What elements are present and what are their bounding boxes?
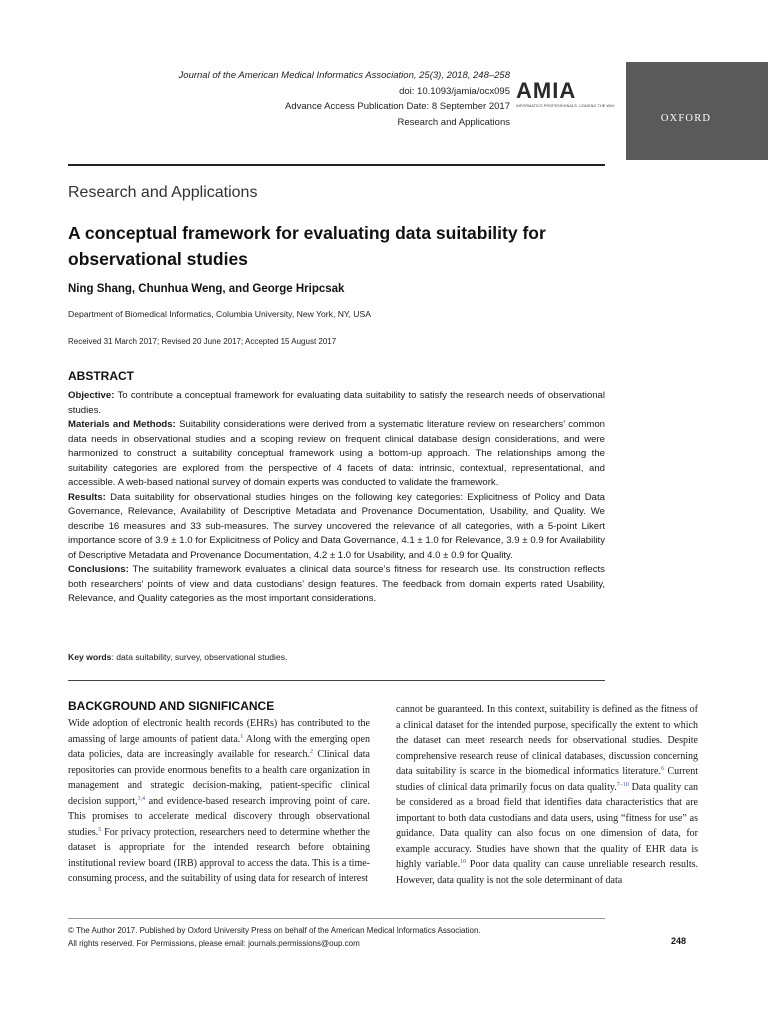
reference-link[interactable]: 3,4 <box>137 795 146 802</box>
article-title: A conceptual framework for evaluating data suitability for observational studies <box>68 223 546 269</box>
page-number: 248 <box>671 936 687 946</box>
body-text: Clinical data repositories can provide enormous benefits to a health care organization in management and strategic decision-making, patient-specific clinical decision support, <box>68 749 370 807</box>
reference-link[interactable]: 10 <box>460 859 467 865</box>
conclusions-text: The suitability framework evaluates a clinical data source’s fitness for research use. Its construction reflects both researchers’ points of view and data custodians’ design features. The feedback from domain experts rated Usability, Relevance, and Quality categories as the most important considerations. <box>68 564 605 604</box>
body-column-right <box>396 702 698 888</box>
copyright-line-1: © The Author 2017. Published by Oxford University Press on behalf of the American Medical Informatics Association. <box>68 926 481 935</box>
results-label: Results: <box>68 491 106 503</box>
reference-link[interactable]: 6 <box>660 766 664 772</box>
methods-text: Suitability considerations were derived from a systematic literature review on researchers’ common data needs in observational studies and a scoping review on frequent clinical database design considerations, and were harmonized to construct a suitability conceptual framework using a bottom-up approach. The relationships among the suitability categories are explored from the perspective of 4 facets of data: intrinsic, contextual, representational, and accessible. A web-based national survey of domain experts was conducted to validate the framework. <box>68 419 605 488</box>
section-heading-background: BACKGROUND AND SIGNIFICANCE <box>68 699 275 713</box>
abstract-methods <box>68 418 605 491</box>
reference-link[interactable]: 5 <box>98 826 102 833</box>
methods-label: Materials and Methods: <box>68 419 176 430</box>
abstract-conclusions <box>68 563 605 607</box>
section-label-header: Research and Applications <box>397 117 510 128</box>
oxford-logo-box <box>626 62 768 160</box>
body-text: and evidence-based research improving point of care. This promises to accelerate medical discovery through observational studies. <box>68 795 370 838</box>
amia-logo <box>516 80 616 114</box>
journal-citation: Journal of the American Medical Informatics Association, 25(3), 2018, 248–258 <box>178 70 510 81</box>
oxford-logo-text: OXFORD <box>660 113 712 124</box>
keywords-label: Key words <box>68 652 112 662</box>
article-authors: Ning Shang, Chunhua Weng, and George Hripcsak <box>68 283 345 295</box>
abstract-body <box>68 389 605 607</box>
reference-link[interactable]: 1 <box>240 733 244 740</box>
objective-label: Objective: <box>68 390 115 401</box>
body-text: For privacy protection, researchers need to determine whether the dataset is appropriate for the intended research before obtaining institutional review board (IRB) approval to access the data. This is a time-consuming process, and the suitability of using data for research of interest <box>68 826 370 884</box>
abstract-results <box>68 491 605 564</box>
body-text: Data quality can be considered as a broad field that identifies data characteristics that are important to both data custodians and data users, using “fitness for use” as guidance. Data quality can also focus on one dimension of data, for example accuracy. Studies have shown that the quality of EHR data is highly variable. <box>396 781 699 870</box>
amia-logo-text: AMIA <box>516 78 577 103</box>
reference-link[interactable]: 2 <box>309 749 313 755</box>
copyright-notice <box>68 925 481 950</box>
abstract-divider <box>68 680 605 681</box>
body-text: Current studies of clinical data primarily focus on data quality. <box>396 766 699 793</box>
author-affiliation: Department of Biomedical Informatics, Columbia University, New York, NY, USA <box>68 309 371 319</box>
keywords-text: : data suitability, survey, observational studies. <box>111 652 288 662</box>
footer-divider <box>68 918 605 919</box>
keywords <box>68 652 287 662</box>
body-text: Poor data quality can cause unreliable research results. However, data quality is not the sole determinant of data <box>396 859 698 886</box>
body-column-left <box>68 716 370 887</box>
abstract-heading: ABSTRACT <box>68 369 134 383</box>
body-paragraph <box>68 716 370 887</box>
abstract-objective <box>68 389 605 418</box>
header-divider <box>68 164 605 166</box>
body-paragraph <box>396 702 698 888</box>
body-text: cannot be guaranteed. In this context, suitability is defined as the fitness of a clinical dataset for the intended purpose, specifically the extent to which the dataset can meet research needs for observational studies. Despite comprehensive research reuse of clinical databases, discussion concerning data suitability is scarce in the biomedical informatics literature. <box>396 704 698 777</box>
results-text: Data suitability for observational studies hinges on the following key categories: Explicitness of Policy and Data Governance, Relevance, Availability of Descriptive Metadata and Provenance Documentation, Usability, and Quality. We describe 16 measures and 33 sub-measures. The survey uncovered the relevance of all categories, with a 5-point Likert importance score of 3.9 ± 1.0 for Explicitness of Policy and Data Governance, 4.1 ± 1.0 for Relevance, 3.9 ± 0.9 for Availability of Descriptive Metadata and Provenance Documentation, 4.2 ± 1.0 for Usability, and 4.0 ± 0.9 for Quality. <box>68 491 605 561</box>
reference-link[interactable]: 7–10 <box>616 781 629 788</box>
conclusions-label: Conclusions: <box>68 564 129 575</box>
received-dates: Received 31 March 2017; Revised 20 June 2017; Accepted 15 August 2017 <box>68 337 337 346</box>
advance-access-date: Advance Access Publication Date: 8 September 2017 <box>285 101 510 112</box>
body-text: Along with the emerging open data policies, data are increasingly available for research. <box>68 733 371 760</box>
doi-link[interactable]: doi: 10.1093/jamia/ocx095 <box>399 86 510 97</box>
body-text: Wide adoption of electronic health records (EHRs) has contributed to the amassing of large amounts of patient data. <box>68 718 370 745</box>
objective-text: To contribute a conceptual framework for evaluating data suitability to satisfy the research needs of observational studies. <box>68 390 605 416</box>
copyright-line-2: All rights reserved. For Permissions, please email: journals.permissions@oup.com <box>68 938 360 948</box>
article-category: Research and Applications <box>68 184 258 201</box>
amia-tagline: INFORMATICS PROFESSIONALS. LEADING THE WAY. <box>516 104 616 108</box>
